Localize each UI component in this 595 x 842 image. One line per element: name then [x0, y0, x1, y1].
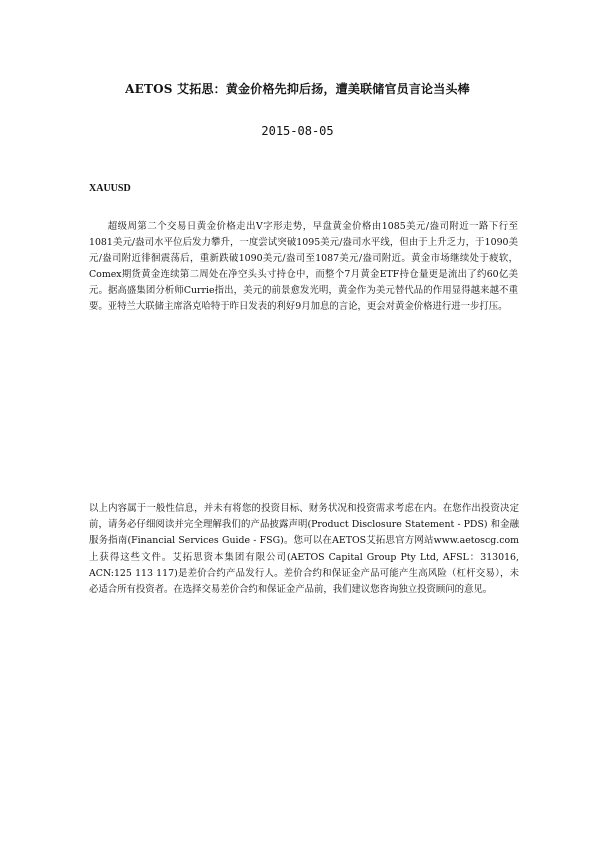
- document-title: AETOS 艾拓思：黄金价格先抑后扬，遭美联储官员言论当头棒: [125, 82, 470, 96]
- market-commentary: 超级周第二个交易日黄金价格走出V字形走势，早盘黄金价格由1085美元/盎司附近一路下行至1081美元/盎司水平位后发力攀升，一度尝试突破1095美元/盎司水平线，但由于上升乏力，于1090美元/盎司附近徘徊震荡后，重新跌破1090美元/盎司至1087美元/盎司附近。黄金市场继续处于疲软，Comex期货黄金连续第二周处在净空头头寸持仓中，而整个7月黄金ETF持仓量更是流出了约60亿美元。据高盛集团分析师Currie指出，美元的前景愈发光明，黄金作为美元替代品的作用显得越来越不重要。亚特兰大联储主席洛克哈特于昨日发表的利好9月加息的言论，更会对黄金价格进行进一步打压。: [89, 221, 518, 312]
- instrument-symbol: XAUUSD: [89, 183, 131, 194]
- document-date: 2015-08-05: [261, 124, 334, 138]
- disclaimer-text: 以上内容属于一般性信息，并未有将您的投资目标、财务状况和投资需求考虑在内。在您作出投资决定前，请务必仔细阅读并完全理解我们的产品披露声明(Product Disclosure Statement - PDS) 和金融服务指南(Financial Services Guide - FSG)。您可以在AETOS艾拓思官方网站www.aetoscg.com上获得这些文件。艾拓思资本集团有限公司(AETOS Capital Group Pty Ltd, AFSL：313016, ACN:125 113 117)是差价合约产品发行人。差价合约和保证金产品可能产生高风险（杠杆交易），未必适合所有投资者。在选择交易差价合约和保证金产品前，我们建议您咨询独立投资顾问的意见。: [89, 503, 519, 596]
